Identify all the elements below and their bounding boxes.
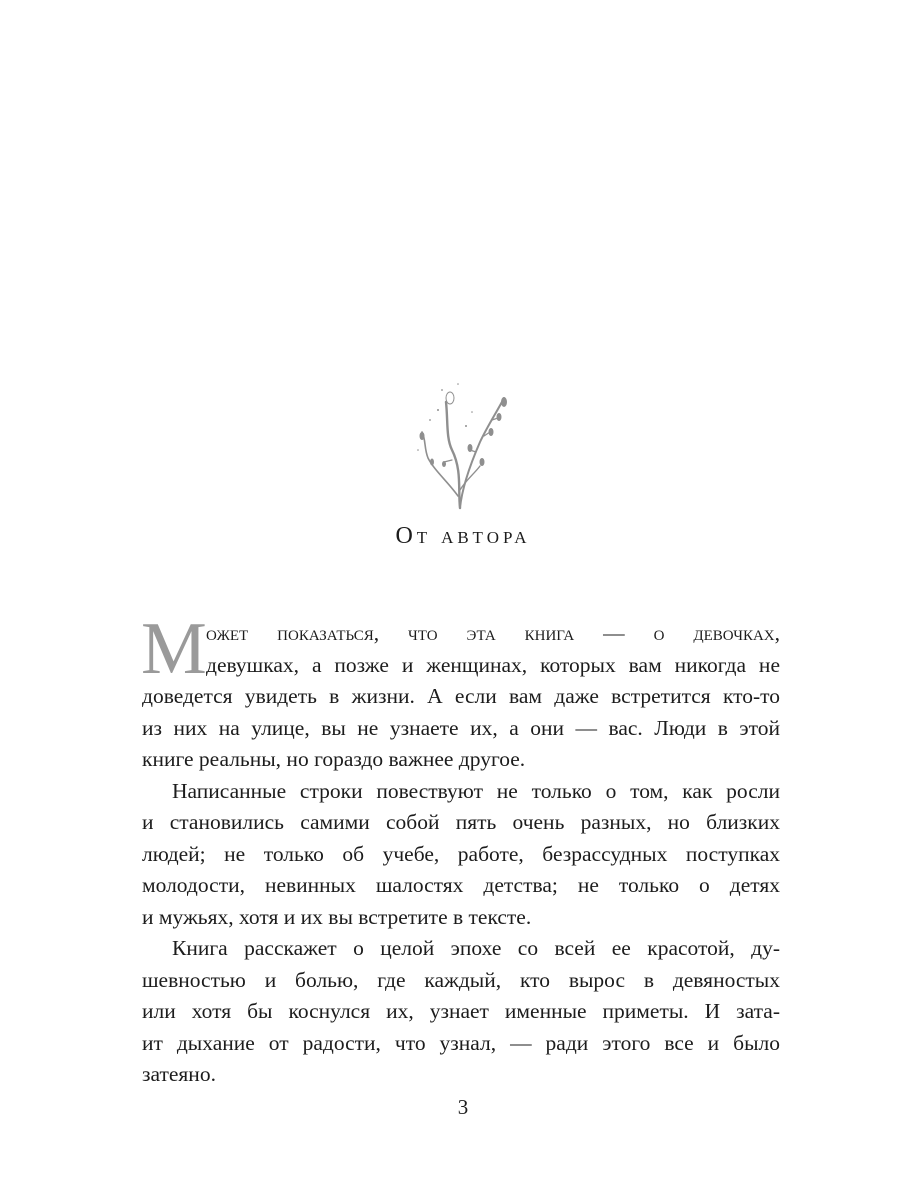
body-text [141,608,780,1091]
text-line: ит дыхание от радости, что узнал, — ради этого все и было [142,1030,780,1055]
text-line: девушках, а позже и женщинах, которых вам никогда не [206,652,780,677]
text-line: или хотя бы коснулся их, узнает именные приметы. И зата- [142,999,780,1023]
text-line: ожет показаться, что эта книга — о девочках, [206,621,780,645]
text-line: шевностью и болью, где каждый, кто вырос в девяностых [142,967,780,992]
text-line: людей; не только об учебе, работе, безрассудных поступках [142,841,780,866]
page-number: 3 [457,1095,469,1119]
text-line: Книга расскажет о целой эпохе со всей ее красотой, ду- [172,936,780,960]
text-line: доведется увидеть в жизни. А если вам даже встретится кто-то [142,684,780,708]
paragraph-2 [142,776,780,934]
drop-cap: М [141,608,207,690]
paragraph-1 [142,618,780,776]
text-line: из них на улице, вы не узнаете их, а они — вас. Люди в этой [142,715,780,740]
text-line: и мужьях, хотя и их вы встретите в тексте. [142,904,532,929]
text-line: Написанные строки повествуют не только о том, как росли [172,778,780,803]
text-line: и становились самими собой пять очень разных, но близких [142,810,780,834]
floral-sprig-icon [400,370,510,510]
paragraph-3 [142,933,780,1091]
text-line: молодости, невинных шалостях детства; не только о детях [142,873,780,897]
text-line: затеяно. [142,1062,216,1086]
chapter-heading: От автора [395,523,531,549]
text-line: книге реальны, но гораздо важнее другое. [142,747,526,771]
